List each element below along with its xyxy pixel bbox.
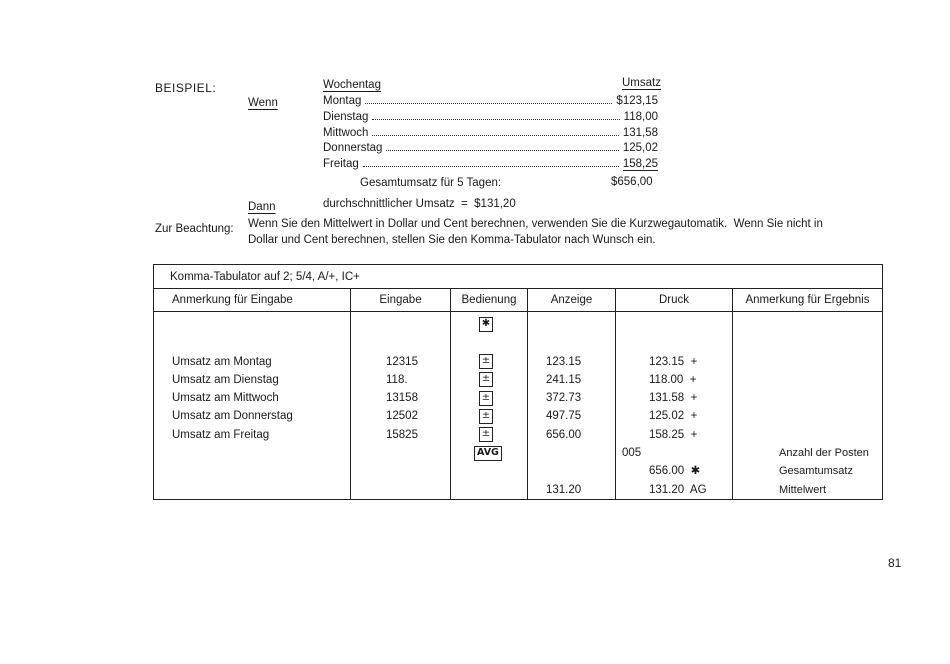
revenue-row — [323, 158, 658, 174]
example-label: BEISPIEL: — [155, 81, 217, 95]
cell — [779, 334, 882, 352]
cell — [172, 316, 350, 334]
header-keys: Bedienung — [451, 289, 528, 312]
cell: 241.15 — [546, 373, 582, 386]
col-display — [528, 312, 616, 500]
caption-text: Komma-Tabulator auf 2; 5/4, A/+, IC+ — [170, 270, 360, 283]
average-text: durchschnittlicher Umsatz = $131,20 — [323, 198, 516, 210]
cell: Mittelwert — [779, 483, 827, 496]
cell: Umsatz am Donnerstag — [172, 410, 293, 423]
key-cell — [479, 316, 527, 334]
cell: 131.20 AG — [649, 483, 707, 496]
key-cell — [479, 426, 527, 444]
cell: Umsatz am Dienstag — [172, 373, 279, 386]
cell — [172, 334, 350, 352]
body-row — [154, 312, 883, 500]
cell: 125.02 + — [649, 410, 698, 423]
cell: 118.00 + — [649, 373, 697, 386]
header-input-note: Anmerkung für Eingabe — [154, 289, 351, 312]
header-print: Druck — [616, 289, 733, 312]
cell — [546, 316, 615, 334]
cell: Umsatz am Montag — [172, 355, 272, 368]
cell: 005 — [622, 447, 642, 460]
key-cell — [479, 389, 527, 407]
cell: 131.58 + — [649, 392, 698, 405]
day-value: 118,00 — [623, 110, 658, 123]
day-value: 131,58 — [622, 126, 658, 139]
key-cell — [479, 371, 527, 389]
day-value: 158,25 — [622, 158, 658, 171]
plus-minus-key-icon: ± — [479, 391, 493, 406]
then-label: Dann — [248, 201, 276, 213]
revenue-row — [323, 111, 658, 127]
cell: Umsatz am Freitag — [172, 428, 270, 441]
note-line-2: Dollar und Cent berechnen, stellen Sie den Komma-Tabulator nach Wunsch ein. — [248, 234, 656, 246]
total-label: Gesamtumsatz für 5 Tagen: — [360, 177, 502, 189]
cell: 12502 — [386, 410, 418, 423]
revenue-row — [323, 95, 658, 111]
key-cell — [479, 334, 527, 352]
table-caption — [154, 265, 883, 289]
cell: 372.73 — [546, 392, 582, 405]
day-name: Mittwoch — [323, 126, 369, 139]
col-result-note — [733, 312, 883, 500]
cell: 118. — [386, 373, 408, 386]
calculator-table — [153, 264, 883, 500]
revenue-row — [323, 142, 658, 158]
cell: 497.75 — [546, 410, 582, 423]
cell — [622, 334, 732, 352]
cell: Gesamtumsatz — [779, 465, 853, 478]
day-value: $123,15 — [616, 95, 658, 107]
day-value: 125,02 — [622, 142, 658, 155]
cell — [779, 426, 882, 444]
cell: 158.25 + — [649, 428, 698, 441]
cell: 12315 — [386, 355, 418, 368]
plus-minus-key-icon: ± — [479, 372, 493, 387]
cell: 656.00 — [546, 428, 582, 441]
cell: 123.15 — [546, 355, 582, 368]
cell — [779, 371, 882, 389]
cell: 656.00 ✱ — [649, 465, 701, 478]
revenue-list — [323, 95, 658, 174]
cell: Umsatz am Mittwoch — [172, 392, 279, 405]
page-number: 81 — [888, 556, 902, 570]
note-label: Zur Beachtung: — [155, 223, 234, 235]
header-row — [154, 289, 883, 312]
day-name: Freitag — [323, 158, 359, 171]
total-value: $656,00 — [611, 176, 653, 188]
revenue-row — [323, 127, 658, 143]
cell: Anzahl der Posten — [779, 447, 869, 460]
cell — [386, 334, 450, 352]
header-input: Eingabe — [351, 289, 451, 312]
col-input — [351, 312, 451, 500]
cell — [546, 444, 615, 462]
day-name: Montag — [323, 95, 362, 107]
cell: 15825 — [386, 428, 418, 441]
plus-minus-key-icon: ± — [479, 427, 493, 442]
cell — [779, 407, 882, 425]
if-label: Wenn — [248, 97, 278, 109]
cell: 13158 — [386, 392, 418, 405]
cell — [779, 353, 882, 371]
header-display: Anzeige — [528, 289, 616, 312]
cell: 131.20 — [546, 483, 582, 496]
day-name: Dienstag — [323, 110, 369, 123]
cell — [546, 462, 615, 480]
col-input-note — [154, 312, 351, 500]
day-name: Donnerstag — [323, 142, 383, 155]
key-cell — [474, 444, 527, 462]
plus-minus-key-icon: ± — [479, 409, 493, 424]
cell — [779, 316, 882, 334]
cell — [622, 316, 732, 334]
header-result-note: Anmerkung für Ergebnis — [733, 289, 883, 312]
multiply-key-icon: ✱ — [479, 317, 493, 332]
col-revenue-header: Umsatz — [622, 77, 661, 89]
col-keys — [451, 312, 528, 500]
plus-minus-key-icon: ± — [479, 354, 493, 369]
cell — [386, 316, 450, 334]
cell — [546, 334, 615, 352]
key-cell — [479, 407, 527, 425]
cell: 123.15 + — [649, 355, 698, 368]
col-print — [616, 312, 733, 500]
key-cell — [479, 353, 527, 371]
col-day-header: Wochentag — [323, 79, 381, 91]
note-line-1: Wenn Sie den Mittelwert in Dollar und Cent berechnen, verwenden Sie die Kurzwegautomatik. Wenn Sie nicht in — [248, 218, 823, 230]
avg-key-icon: AVG — [474, 446, 502, 461]
cell — [779, 389, 882, 407]
